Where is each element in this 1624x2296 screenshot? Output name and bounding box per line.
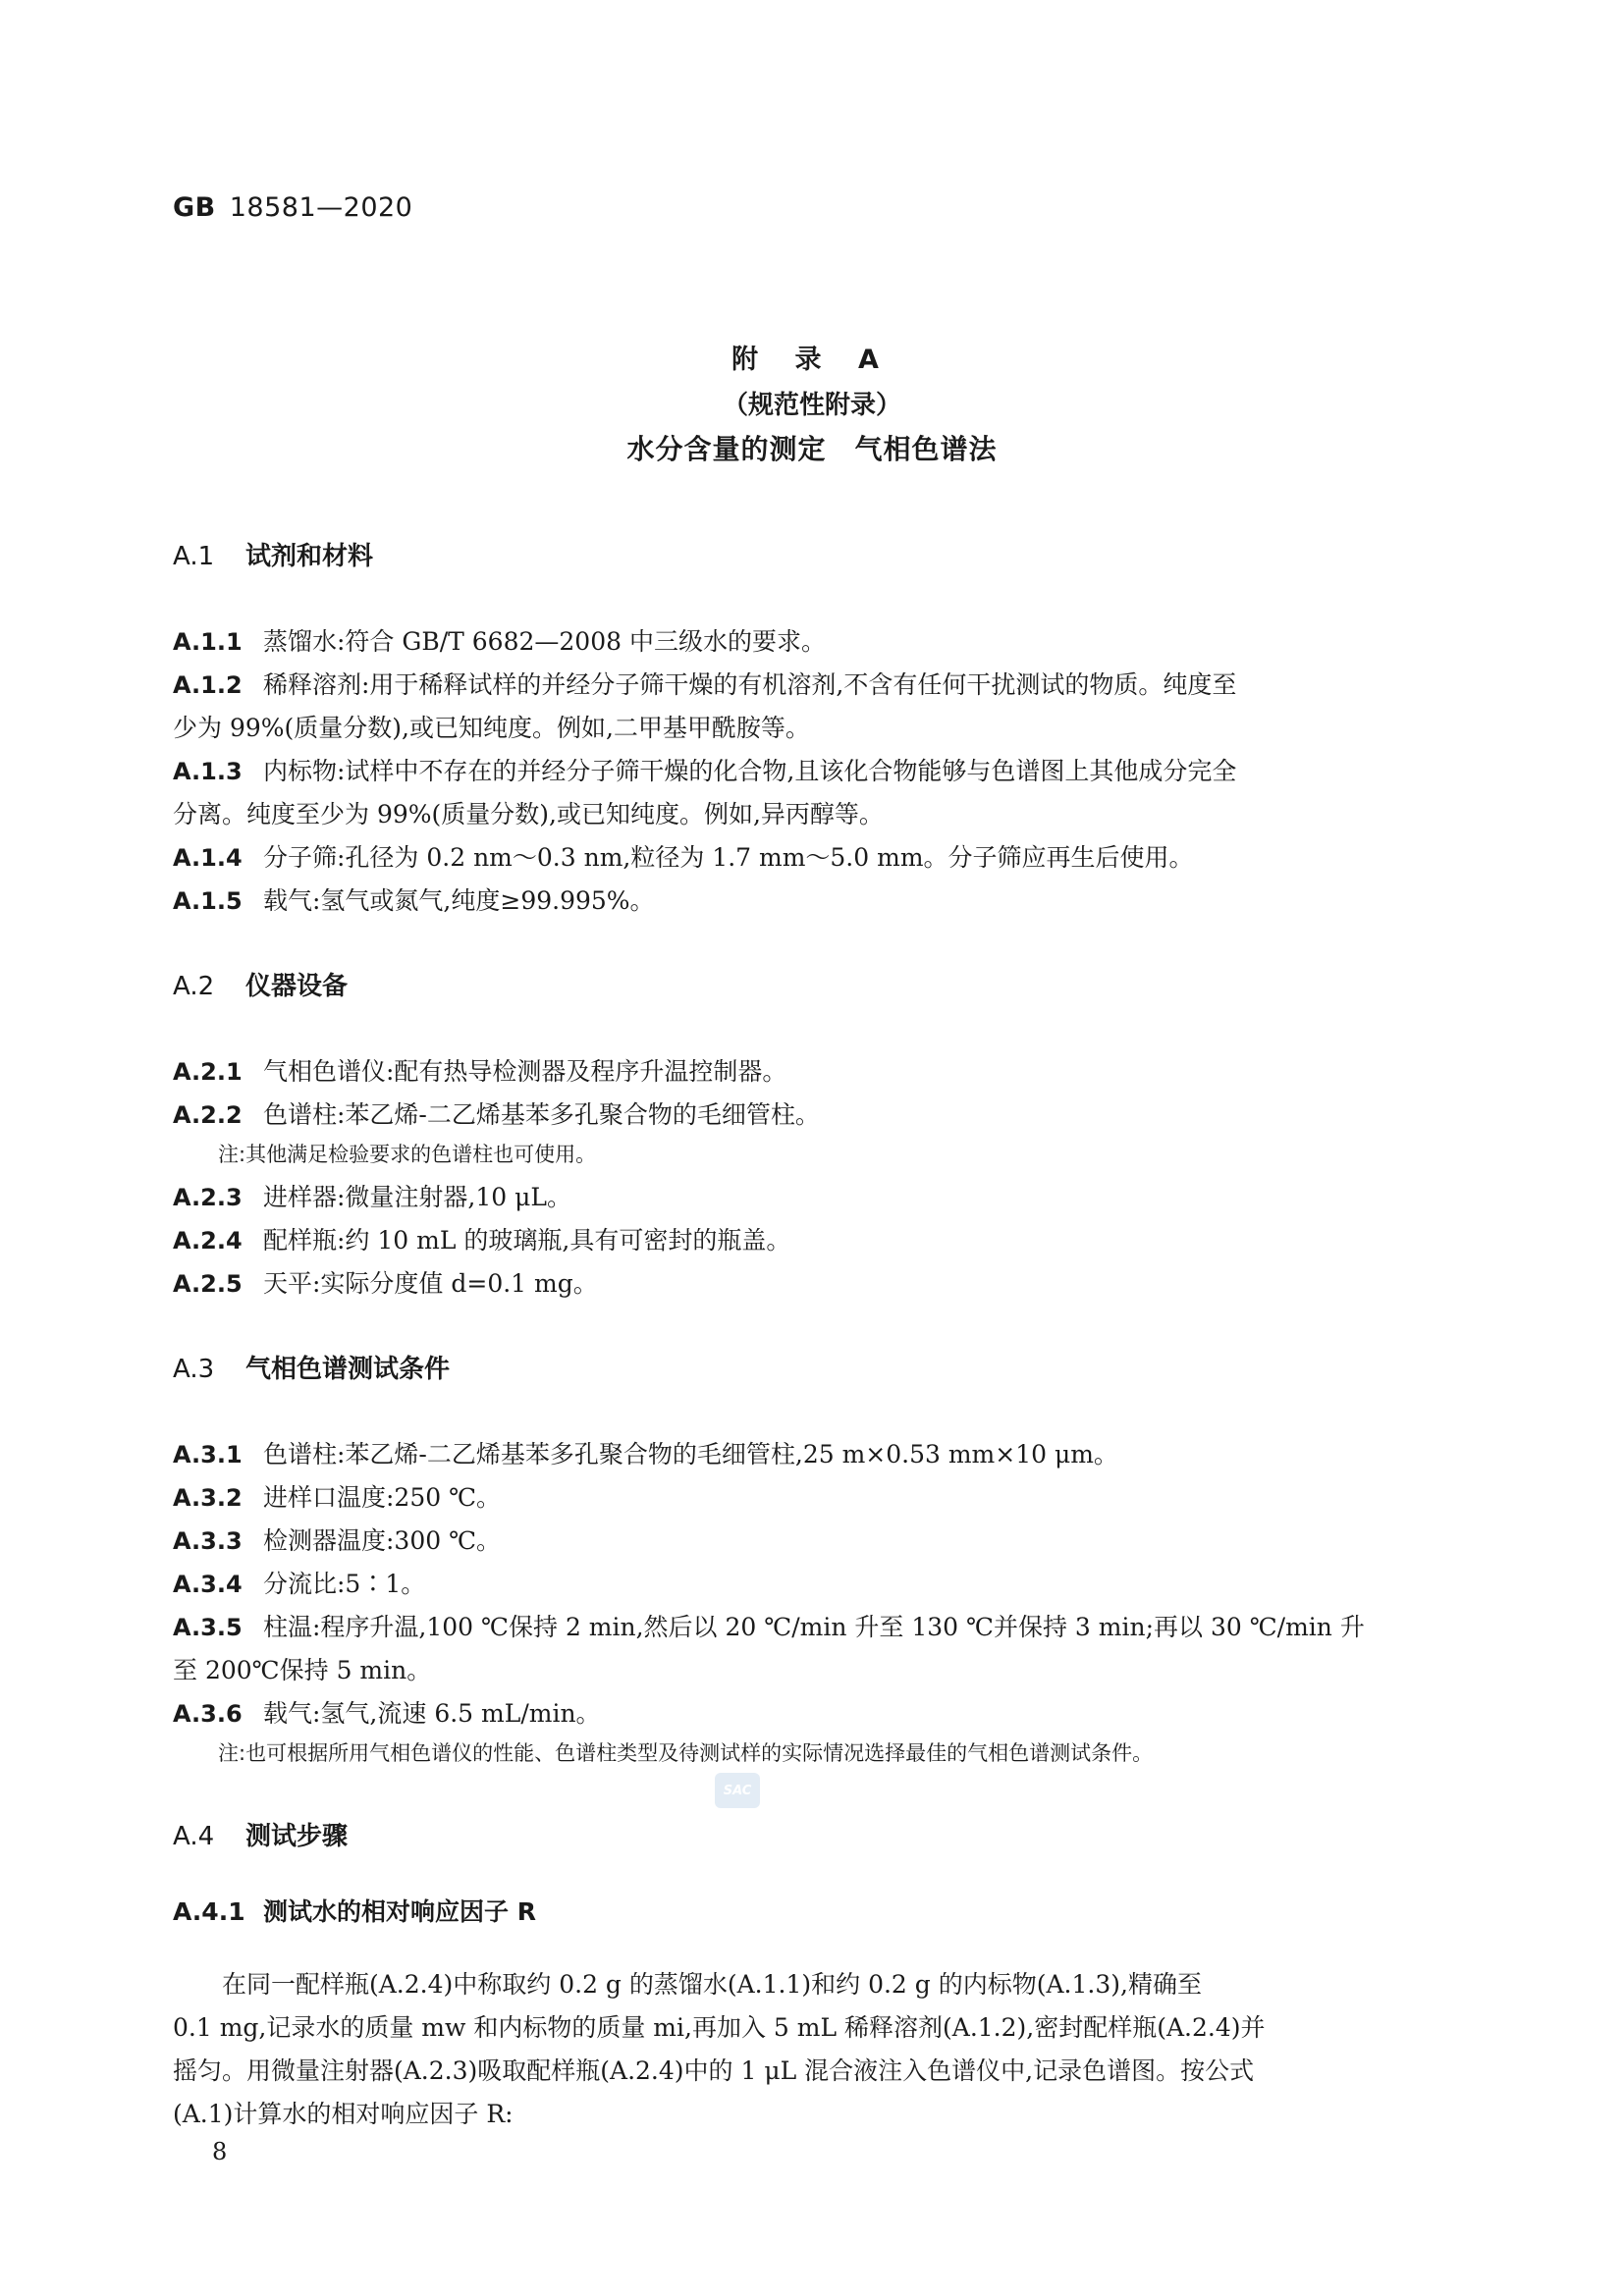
clause-number: A.1.1 (173, 628, 243, 656)
clause-text: 柱温:程序升温,100 ℃保持 2 min,然后以 20 ℃/min 升至 130 ℃并保持 3 min;再以 30 ℃/min 升 (263, 1613, 1365, 1641)
clause-a3-5-continuation: 至 200℃保持 5 min。 (173, 1656, 432, 1684)
section-heading-a4 (173, 1816, 348, 1852)
clause-number: A.1.2 (173, 671, 243, 699)
clause-a3-6 (173, 1694, 1451, 1730)
clause-a2-3 (173, 1178, 1451, 1213)
clause-number: A.2.2 (173, 1101, 243, 1129)
paragraph-line: (A.1)计算水的相对响应因子 R: (173, 2100, 514, 2128)
clause-a3-2 (173, 1478, 1451, 1514)
annex-type: （规范性附录） (722, 391, 901, 420)
clause-number: A.3.5 (173, 1614, 243, 1641)
section-heading-a2 (173, 966, 348, 1002)
clause-text: 分子筛:孔径为 0.2 nm～0.3 nm,粒径为 1.7 mm～5.0 mm。分子筛应再生后使用。 (263, 843, 1194, 872)
clause-text: 载气:氢气,流速 6.5 mL/min。 (263, 1699, 601, 1728)
page-number: 8 (212, 2138, 228, 2165)
standard-prefix: GB (173, 192, 216, 223)
section-title: 仪器设备 (245, 972, 349, 1001)
clause-text: 色谱柱:苯乙烯-二乙烯基苯多孔聚合物的毛细管柱,25 m×0.53 mm×10 μm。 (263, 1440, 1118, 1468)
clause-text: 进样口温度:250 ℃。 (263, 1483, 502, 1512)
standard-code (173, 192, 412, 223)
clause-number: A.2.4 (173, 1227, 243, 1255)
clause-a1-3-continuation: 分离。纯度至少为 99%(质量分数),或已知纯度。例如,异丙醇等。 (173, 800, 884, 828)
paragraph-line: 摇匀。用微量注射器(A.2.3)吸取配样瓶(A.2.4)中的 1 μL 混合液注入色谱仪中,记录色谱图。按公式 (173, 2056, 1255, 2085)
section-title: 试剂和材料 (245, 542, 374, 571)
clause-a1-2 (173, 666, 1451, 701)
clause-a3-4 (173, 1565, 1451, 1600)
clause-number: A.3.4 (173, 1571, 243, 1598)
clause-number: A.1.4 (173, 844, 243, 872)
subsection-title: 测试水的相对响应因子 R (263, 1897, 536, 1926)
note-a2-2: 注:其他满足检验要求的色谱柱也可使用。 (218, 1143, 597, 1166)
clause-a2-5 (173, 1264, 1451, 1300)
subsection-number: A.4.1 (173, 1897, 245, 1926)
clause-a2-4 (173, 1221, 1451, 1256)
clause-text: 气相色谱仪:配有热导检测器及程序升温控制器。 (263, 1057, 787, 1086)
clause-text: 稀释溶剂:用于稀释试样的并经分子筛干燥的有机溶剂,不含有任何干扰测试的物质。纯度至 (263, 670, 1237, 699)
clause-text: 色谱柱:苯乙烯-二乙烯基苯多孔聚合物的毛细管柱。 (263, 1100, 820, 1129)
section-heading-a1 (173, 536, 373, 572)
clause-number: A.3.1 (173, 1441, 243, 1468)
clause-text: 蒸馏水:符合 GB/T 6682—2008 中三级水的要求。 (263, 627, 826, 656)
section-number: A.2 (173, 972, 215, 1001)
clause-a2-1 (173, 1052, 1451, 1088)
clause-a1-3 (173, 752, 1451, 787)
clause-a1-5 (173, 881, 1451, 917)
clause-text: 分流比:5∶1。 (263, 1570, 426, 1598)
clause-number: A.2.5 (173, 1270, 243, 1298)
section-heading-a3 (173, 1349, 450, 1385)
clause-text: 天平:实际分度值 d=0.1 mg。 (263, 1269, 598, 1298)
clause-number: A.2.3 (173, 1184, 243, 1211)
annex-name: 水分含量的测定 气相色谱法 (626, 433, 998, 465)
clause-a2-2 (173, 1095, 1451, 1131)
clause-text: 检测器温度:300 ℃。 (263, 1526, 502, 1555)
clause-a1-4 (173, 838, 1451, 874)
clause-text: 载气:氢气或氮气,纯度≥99.995%。 (263, 886, 655, 915)
clause-number: A.3.2 (173, 1484, 243, 1512)
clause-a1-2-continuation: 少为 99%(质量分数),或已知纯度。例如,二甲基甲酰胺等。 (173, 714, 810, 742)
clause-a3-1 (173, 1435, 1451, 1470)
clause-number: A.2.1 (173, 1058, 243, 1086)
clause-text: 内标物:试样中不存在的并经分子筛干燥的化合物,且该化合物能够与色谱图上其他成分完全 (263, 757, 1237, 785)
annex-title: 附 录 A (731, 345, 893, 375)
section-title: 测试步骤 (245, 1822, 349, 1851)
clause-number: A.3.3 (173, 1527, 243, 1555)
clause-a3-5 (173, 1608, 1451, 1643)
section-number: A.4 (173, 1822, 215, 1851)
section-number: A.3 (173, 1355, 215, 1384)
sac-watermark: SAC (715, 1773, 760, 1808)
clause-text: 进样器:微量注射器,10 μL。 (263, 1183, 571, 1211)
clause-number: A.1.3 (173, 758, 243, 785)
note-a3: 注:也可根据所用气相色谱仪的性能、色谱柱类型及待测试样的实际情况选择最佳的气相色谱测试条件。 (218, 1741, 1154, 1765)
section-title: 气相色谱测试条件 (245, 1355, 451, 1384)
section-number: A.1 (173, 542, 215, 571)
clause-a1-1 (173, 622, 1451, 658)
clause-number: A.1.5 (173, 887, 243, 915)
paragraph-line: 在同一配样瓶(A.2.4)中称取约 0.2 g 的蒸馏水(A.1.1)和约 0.2 g 的内标物(A.1.3),精确至 (173, 1970, 1202, 1999)
clause-number: A.3.6 (173, 1700, 243, 1728)
clause-text: 配样瓶:约 10 mL 的玻璃瓶,具有可密封的瓶盖。 (263, 1226, 791, 1255)
standard-number: 18581—2020 (229, 192, 413, 223)
paragraph-line: 0.1 mg,记录水的质量 mw 和内标物的质量 mi,再加入 5 mL 稀释溶剂(A.1.2),密封配样瓶(A.2.4)并 (173, 2013, 1266, 2042)
clause-a3-3 (173, 1522, 1451, 1557)
subsection-heading-a4-1 (173, 1893, 536, 1928)
